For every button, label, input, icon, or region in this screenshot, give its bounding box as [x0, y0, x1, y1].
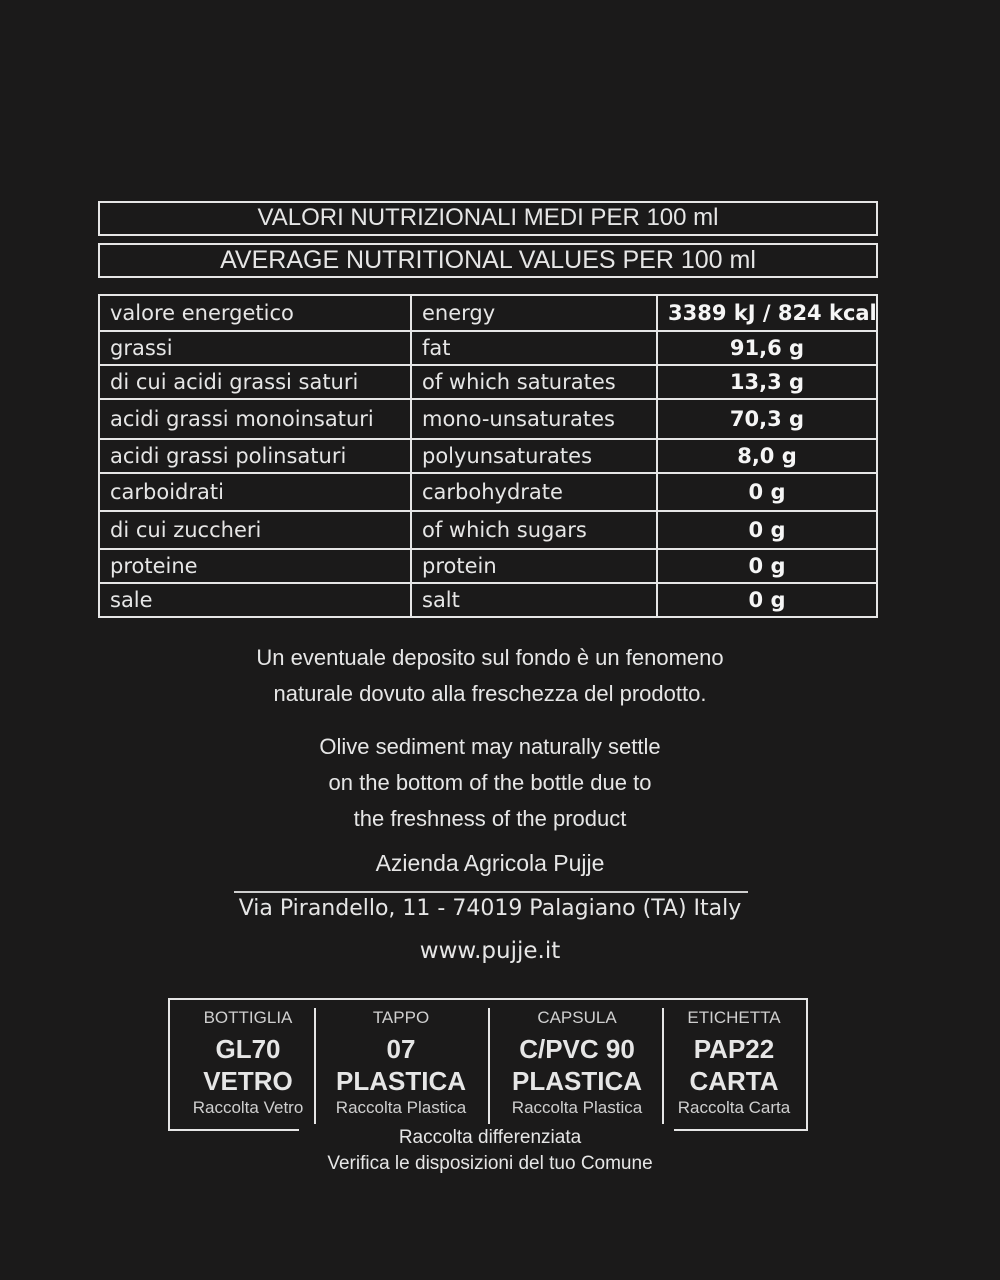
table-row	[99, 295, 877, 331]
divider	[488, 1008, 490, 1124]
sediment-note-english	[0, 729, 980, 837]
table-row	[99, 439, 877, 473]
recycling-material: PLASTICA	[336, 1066, 466, 1096]
nutrient-name-en: fat	[411, 331, 657, 365]
note-line: naturale dovuto alla freschezza del prodotto.	[273, 681, 707, 706]
recycling-collection: Raccolta Plastica	[335, 1098, 467, 1117]
nutrient-value: 91,6 g	[657, 331, 877, 365]
title-italian: VALORI NUTRIZIONALI MEDI PER 100 ml	[98, 201, 878, 236]
website-link[interactable]: www.pujje.it	[419, 938, 561, 964]
recycling-collection: Raccolta Vetro	[192, 1098, 304, 1117]
nutrient-name-it: valore energetico	[99, 295, 411, 331]
note-line: Olive sediment may naturally settle	[319, 734, 661, 759]
nutrient-value: 8,0 g	[657, 439, 877, 473]
recycling-material: PLASTICA	[512, 1066, 642, 1096]
nutrient-name-it: carboidrati	[99, 473, 411, 511]
nutrient-value: 0 g	[657, 511, 877, 549]
nutrition-table	[98, 294, 878, 618]
divider	[314, 1008, 316, 1124]
nutrient-name-it: di cui acidi grassi saturi	[99, 365, 411, 399]
recycling-footer-note: Verifica le disposizioni del tuo Comune	[327, 1153, 653, 1174]
table-row	[99, 331, 877, 365]
sediment-note-italian	[0, 640, 980, 712]
company-name: Azienda Agricola Pujje	[375, 850, 605, 876]
recycling-footer: Raccolta differenziata	[398, 1127, 582, 1148]
nutrient-value: 0 g	[657, 473, 877, 511]
nutrient-name-en: salt	[411, 583, 657, 617]
nutrient-value: 3389 kJ / 824 kcal	[657, 295, 877, 331]
nutrient-name-en: protein	[411, 549, 657, 583]
nutrient-name-en: of which saturates	[411, 365, 657, 399]
table-row	[99, 365, 877, 399]
divider	[234, 891, 748, 893]
nutrient-name-en: polyunsaturates	[411, 439, 657, 473]
nutrient-value: 0 g	[657, 549, 877, 583]
table-row	[99, 399, 877, 439]
recycling-collection: Raccolta Plastica	[511, 1098, 643, 1117]
nutrient-name-it: sale	[99, 583, 411, 617]
nutrient-name-it: grassi	[99, 331, 411, 365]
nutrient-name-it: di cui zuccheri	[99, 511, 411, 549]
table-row	[99, 511, 877, 549]
recycling-label: CAPSULA	[537, 1008, 617, 1027]
nutrient-name-en: mono-unsaturates	[411, 399, 657, 439]
nutrient-name-it: acidi grassi polinsaturi	[99, 439, 411, 473]
recycling-material: VETRO	[203, 1066, 293, 1096]
table-row	[99, 583, 877, 617]
nutrient-value: 0 g	[657, 583, 877, 617]
table-row	[99, 473, 877, 511]
table-row	[99, 549, 877, 583]
recycling-code: 07	[386, 1034, 416, 1064]
recycling-collection: Raccolta Carta	[677, 1098, 791, 1117]
note-line: Un eventuale deposito sul fondo è un fenomeno	[256, 645, 724, 670]
company-address: Via Pirandello, 11 - 74019 Palagiano (TA) Italy	[238, 896, 742, 921]
recycling-material: CARTA	[689, 1066, 779, 1096]
recycling-code: PAP22	[693, 1034, 775, 1064]
recycling-code: GL70	[215, 1034, 281, 1064]
recycling-box	[168, 998, 808, 1131]
nutrient-value: 13,3 g	[657, 365, 877, 399]
nutrient-value: 70,3 g	[657, 399, 877, 439]
recycling-label: BOTTIGLIA	[203, 1008, 293, 1027]
nutrient-name-it: proteine	[99, 549, 411, 583]
nutrient-name-it: acidi grassi monoinsaturi	[99, 399, 411, 439]
nutrient-name-en: energy	[411, 295, 657, 331]
recycling-code: C/PVC 90	[519, 1034, 635, 1064]
nutrient-name-en: of which sugars	[411, 511, 657, 549]
recycling-label: TAPPO	[372, 1008, 430, 1027]
title-english: AVERAGE NUTRITIONAL VALUES PER 100 ml	[98, 243, 878, 278]
nutrient-name-en: carbohydrate	[411, 473, 657, 511]
note-line: the freshness of the product	[353, 806, 627, 831]
recycling-label: ETICHETTA	[687, 1008, 781, 1027]
note-line: on the bottom of the bottle due to	[328, 770, 652, 795]
